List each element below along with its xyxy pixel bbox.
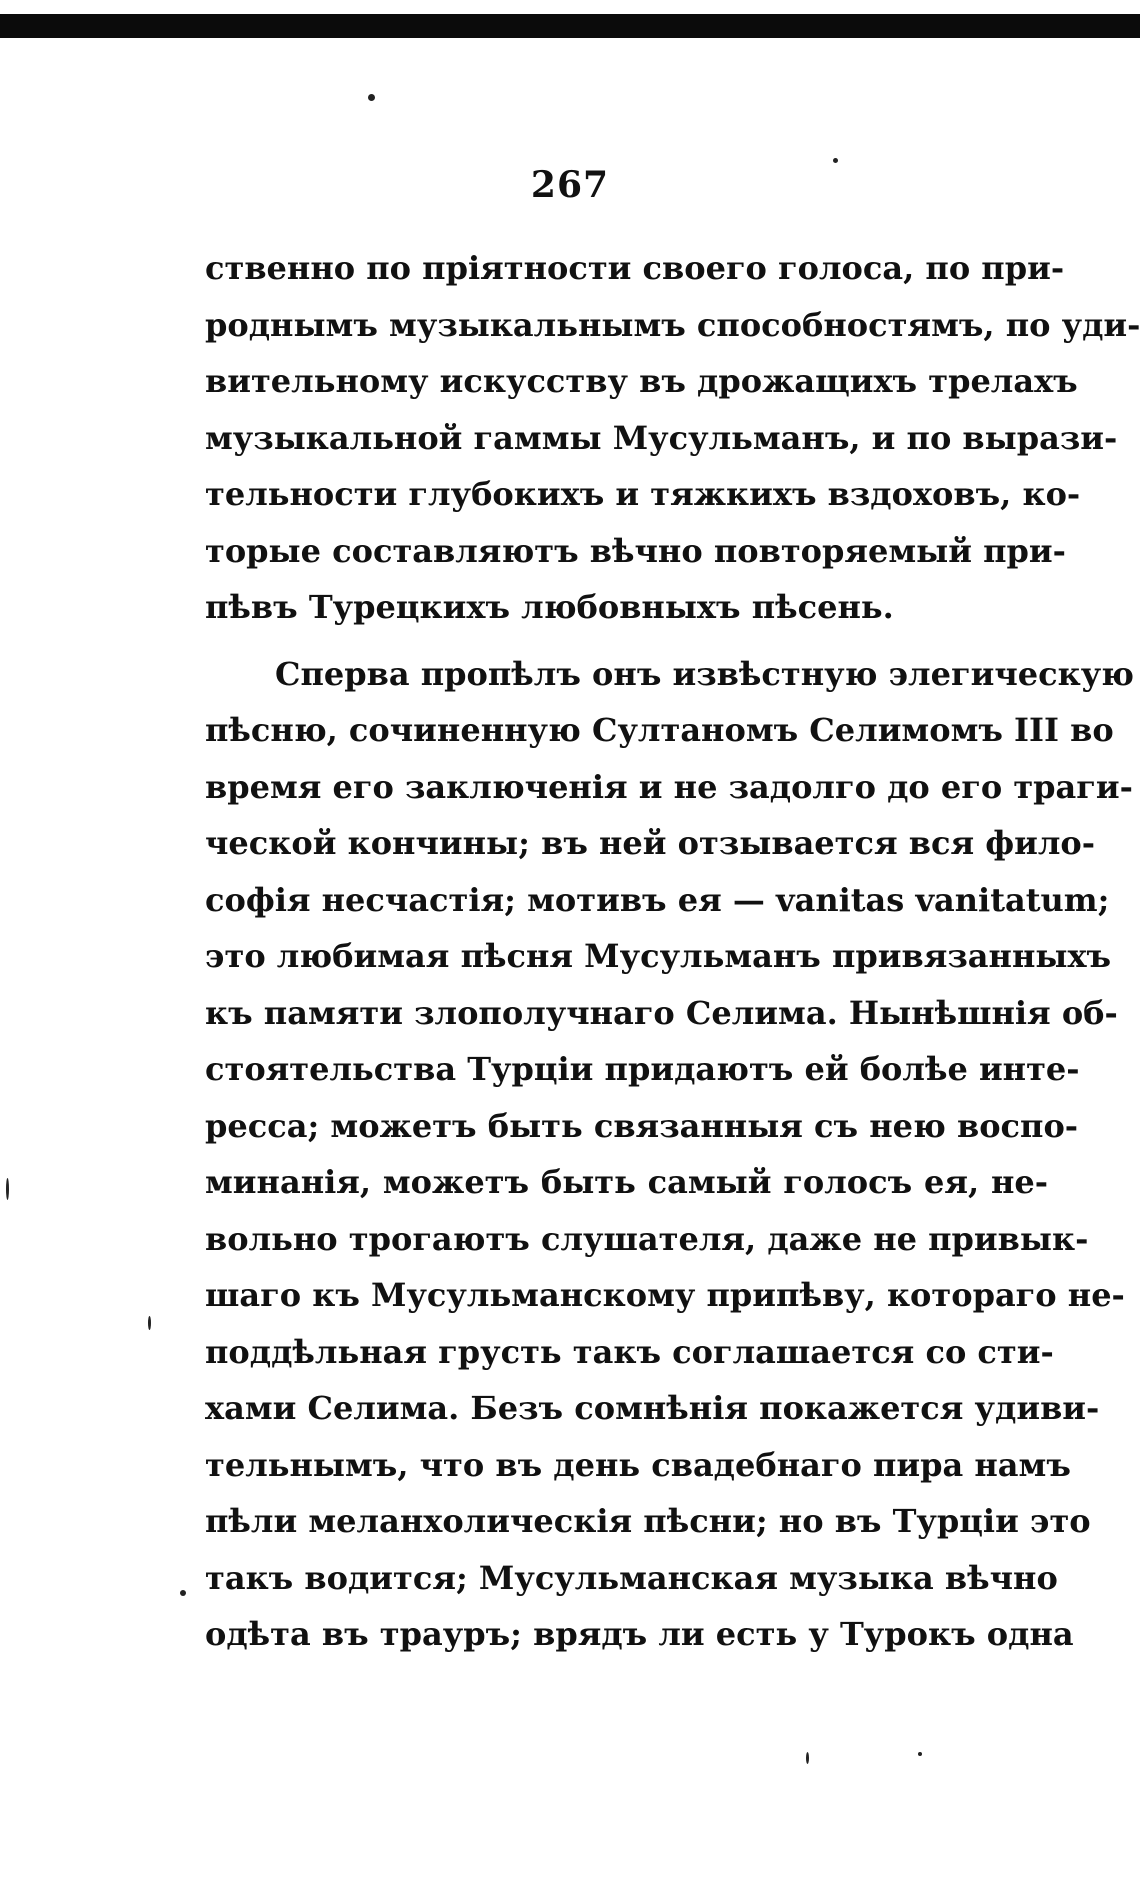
text-line: ресса; можетъ быть связанныя съ нею воспо- — [205, 1106, 1079, 1145]
text-line: шаго къ Мусульманскому припѣву, котораго не- — [205, 1276, 1125, 1314]
scan-speck — [6, 1178, 9, 1200]
text-line: музыкальной гаммы Мусульманъ, и по вырази- — [205, 418, 1118, 457]
scan-speck — [833, 158, 838, 163]
text-line: одѣта въ трауръ; врядъ ли есть у Турокъ одна — [205, 1615, 1074, 1653]
top-border-rule — [0, 14, 1140, 38]
text-line: тельнымъ, что въ день свадебнаго пира намъ — [205, 1445, 1071, 1484]
scan-speck — [180, 1590, 186, 1596]
text-line: софія несчастія; мотивъ ея — vanitas vanitatum; — [205, 880, 1110, 919]
text-line: пѣсню, сочиненную Султаномъ Селимомъ III во — [205, 711, 1114, 749]
paragraph-1 — [205, 240, 1140, 636]
paragraph-2 — [205, 646, 1134, 1663]
text-line: минанія, можетъ быть самый голосъ ея, не- — [205, 1163, 1048, 1201]
text-line: ственно по пріятности своего голоса, по при- — [205, 249, 1065, 287]
text-line: Сперва пропѣлъ онъ извѣстную элегическую — [275, 654, 1134, 693]
text-line: стоятельства Турціи придаютъ ей болѣе инте- — [205, 1050, 1080, 1088]
text-line: ческой кончины; въ ней отзывается вся фило- — [205, 824, 1096, 862]
text-line: хами Селима. Безъ сомнѣнія покажется удиви- — [205, 1389, 1100, 1427]
scan-speck — [368, 94, 375, 101]
page-number: 267 — [530, 164, 610, 206]
text-line: къ памяти злополучнаго Селима. Нынѣшнія об- — [205, 993, 1118, 1032]
scan-speck — [806, 1752, 809, 1764]
text-line: пѣвъ Турецкихъ любовныхъ пѣсень. — [205, 588, 894, 626]
scan-speck — [148, 1316, 151, 1330]
text-line: тельности глубокихъ и тяжкихъ вздоховъ, ко- — [205, 475, 1081, 513]
text-line: вительному искусству въ дрожащихъ трелахъ — [205, 362, 1078, 400]
text-line: время его заключенія и не задолго до его траги- — [205, 767, 1133, 806]
text-line: такъ водится; Мусульманская музыка вѣчно — [205, 1558, 1058, 1597]
body-text — [205, 240, 1140, 1663]
text-line: роднымъ музыкальнымъ способностямъ, по уди- — [205, 305, 1140, 344]
text-line: поддѣльная грусть такъ соглашается со сти- — [205, 1332, 1054, 1371]
text-line: вольно трогаютъ слушателя, даже не привык- — [205, 1219, 1089, 1258]
text-line: пѣли меланхолическія пѣсни; но въ Турціи это — [205, 1502, 1091, 1540]
text-line: торые составляютъ вѣчно повторяемый при- — [205, 531, 1066, 570]
text-line: это любимая пѣсня Мусульманъ привязанныхъ — [205, 937, 1112, 975]
scan-speck — [918, 1752, 922, 1756]
